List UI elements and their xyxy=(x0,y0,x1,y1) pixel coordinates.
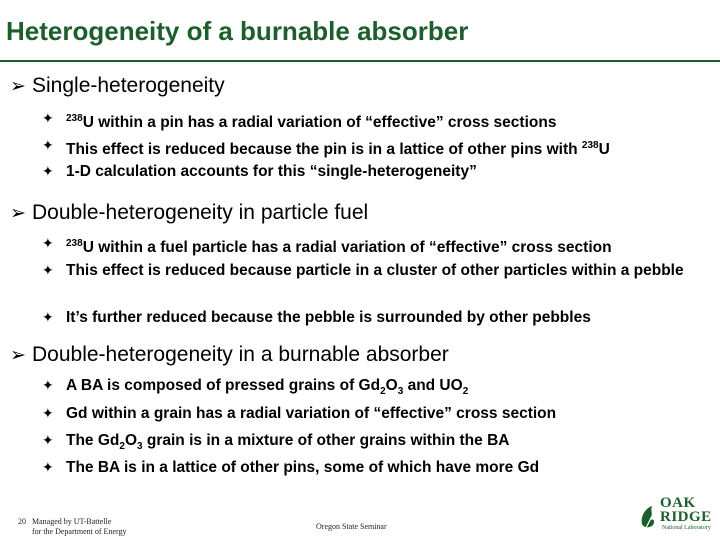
superscript: 238 xyxy=(581,140,599,151)
logo-line-oak: OAK xyxy=(660,495,696,511)
star-icon: ✦ xyxy=(42,137,54,153)
arrow-icon: ➢ xyxy=(10,203,26,224)
page-number: 20 xyxy=(18,517,26,526)
subscript: 3 xyxy=(397,386,404,397)
bullet-text: Gd within a grain has a radial variation of “effective” cross section xyxy=(66,405,557,422)
subscript: 2 xyxy=(462,386,469,397)
footer-managed-by: Managed by UT-Battelle xyxy=(32,517,112,526)
bullet-text: It’s further reduced because the pebble is surrounded by other pebbles xyxy=(66,309,591,326)
bullet-text: O xyxy=(124,432,138,449)
bullet-text-tail: U xyxy=(598,141,610,158)
superscript: 238 xyxy=(66,238,83,249)
bullet-text: The BA is in a lattice of other pins, some of which have more Gd xyxy=(66,459,540,476)
star-icon: ✦ xyxy=(42,459,54,475)
bullet-text: A BA is composed of pressed grains of Gd xyxy=(66,377,381,394)
bullet-text: U within a fuel particle has a radial variation of “effective” cross section xyxy=(82,239,612,256)
bullet-text: U within a pin has a radial variation of “effective” cross sections xyxy=(82,114,557,131)
section-heading-particle xyxy=(10,201,368,225)
bullet-item xyxy=(44,109,556,132)
star-icon: ✦ xyxy=(42,309,54,325)
bullet-text: This effect is reduced because the pin is in a lattice of other pins with xyxy=(66,141,582,158)
section-heading-text: Single-heterogeneity xyxy=(32,74,225,97)
logo-subtitle: National Laboratory xyxy=(662,525,711,531)
section-heading-single xyxy=(10,74,225,98)
footer-left xyxy=(18,517,126,537)
bullet-text: 1-D calculation accounts for this “single-heterogeneity” xyxy=(66,163,477,180)
slide-title: Heterogeneity of a burnable absorber xyxy=(6,16,469,46)
star-icon: ✦ xyxy=(42,163,54,179)
bullet-item xyxy=(44,431,509,456)
subscript: 3 xyxy=(137,441,143,452)
star-icon: ✦ xyxy=(42,432,54,448)
section-heading-absorber xyxy=(10,343,449,367)
logo-text xyxy=(660,496,712,524)
bullet-item xyxy=(44,458,539,477)
bullet-item xyxy=(44,136,610,159)
star-icon: ✦ xyxy=(42,405,54,421)
bullet-text: This effect is reduced because particle in a cluster of other particles within a pebble xyxy=(66,262,684,279)
bullet-item xyxy=(44,308,591,327)
arrow-icon: ➢ xyxy=(10,345,26,366)
star-icon: ✦ xyxy=(42,235,54,251)
footer-department: for the Department of Energy xyxy=(32,527,127,536)
footer-center-text: Oregon State Seminar xyxy=(316,522,387,531)
bullet-item xyxy=(44,261,704,280)
bullet-text: The Gd xyxy=(66,432,120,449)
subscript: 2 xyxy=(119,441,125,452)
bullet-text: O xyxy=(385,377,398,394)
star-icon: ✦ xyxy=(42,110,54,126)
star-icon: ✦ xyxy=(42,262,54,278)
bullet-text: grain is in a mixture of other grains within the BA xyxy=(142,432,510,449)
logo-line-ridge: RIDGE xyxy=(660,509,712,525)
star-icon: ✦ xyxy=(42,377,54,393)
bullet-item xyxy=(44,376,468,401)
bullet-text: and UO xyxy=(403,377,463,394)
superscript: 238 xyxy=(66,113,83,124)
section-heading-text: Double-heterogeneity in particle fuel xyxy=(32,201,369,224)
bullet-item xyxy=(44,404,556,423)
bullet-item xyxy=(44,234,612,257)
section-heading-text: Double-heterogeneity in a burnable absorber xyxy=(32,343,449,366)
title-divider xyxy=(0,60,720,62)
arrow-icon: ➢ xyxy=(10,76,26,97)
subscript: 2 xyxy=(380,386,386,397)
bullet-item xyxy=(44,162,477,181)
